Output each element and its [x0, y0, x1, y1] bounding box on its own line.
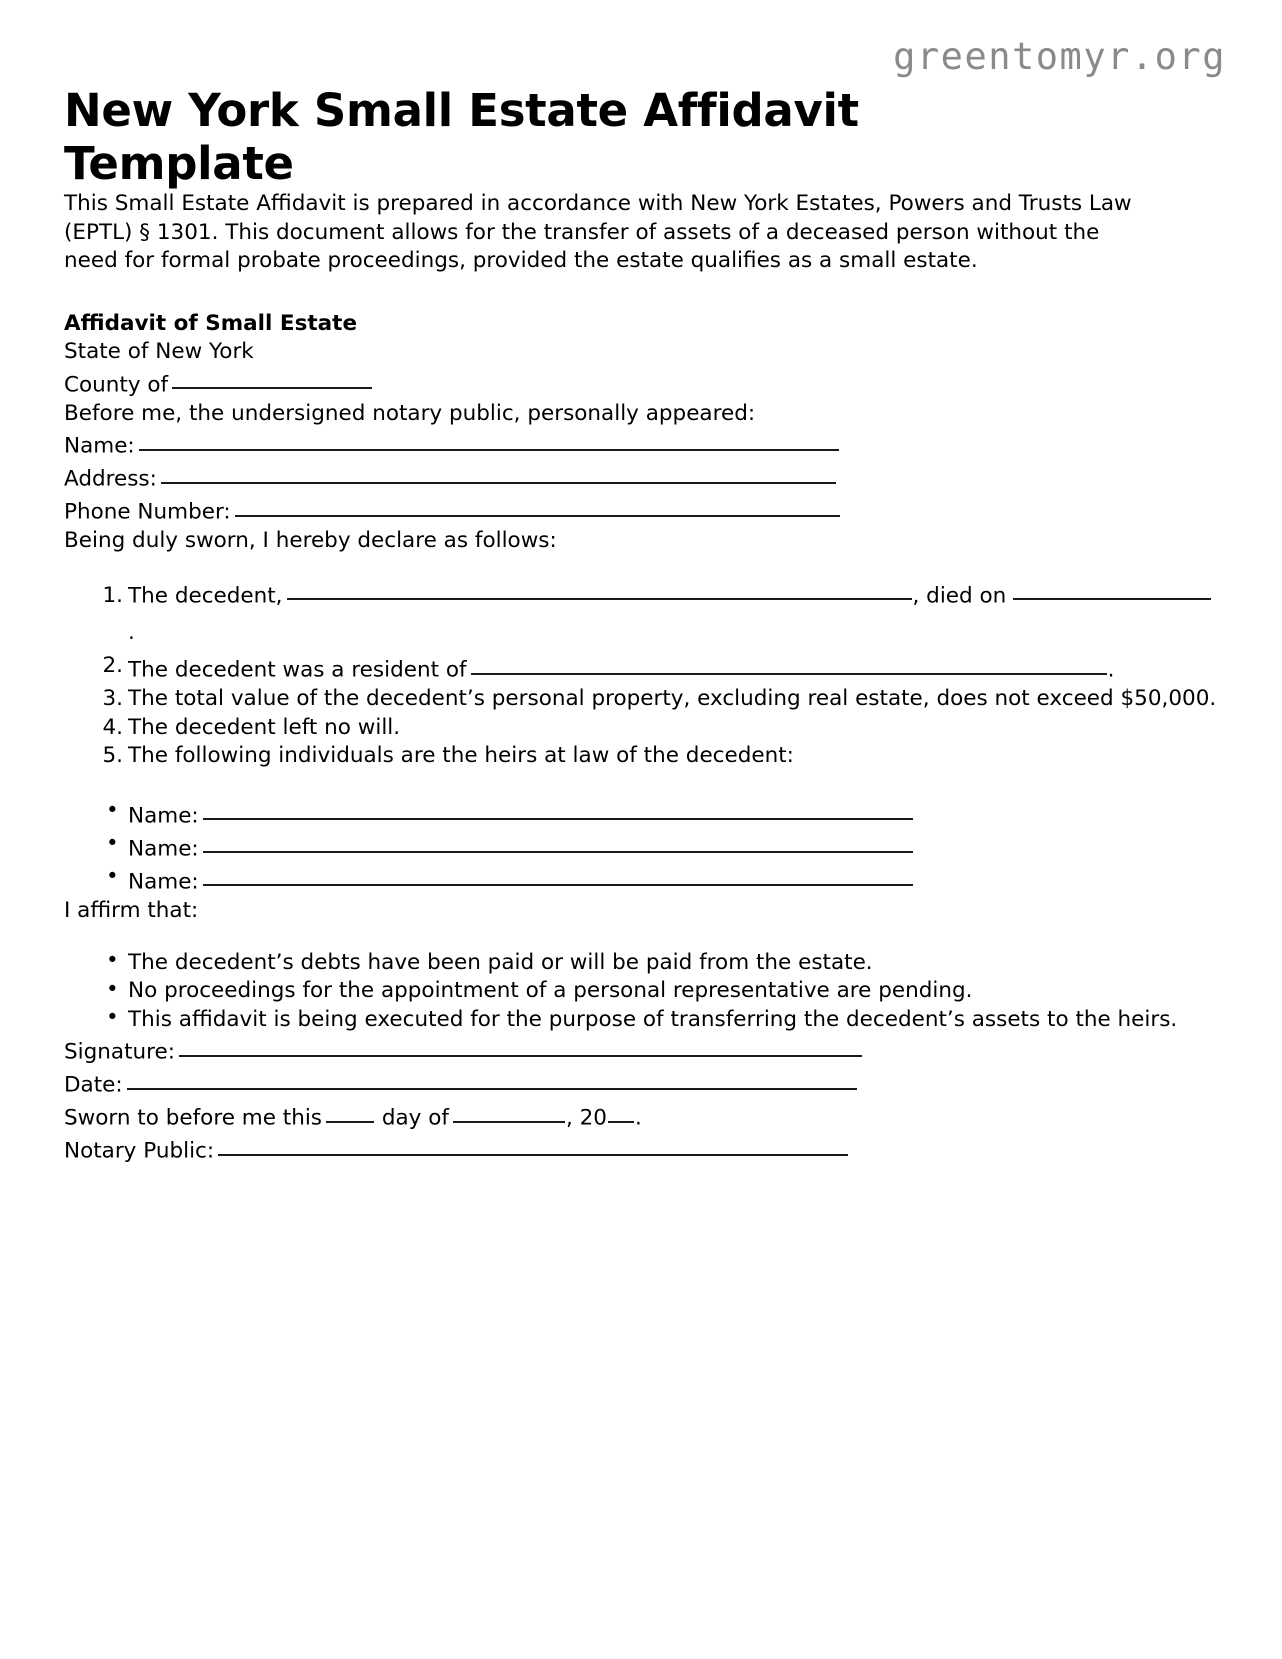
- signature-blank[interactable]: [179, 1034, 862, 1056]
- county-blank[interactable]: [172, 367, 372, 389]
- affirmation-text: This affidavit is being executed for the purpose of transferring the decedent’s assets to the heirs.: [128, 1006, 1178, 1032]
- county-label: County of: [64, 371, 169, 397]
- date-field-line: [64, 1067, 1136, 1100]
- address-blank[interactable]: [161, 461, 836, 483]
- death-date-blank[interactable]: [1013, 578, 1211, 600]
- address-field-line: [64, 461, 1136, 494]
- residence-blank[interactable]: [471, 652, 1107, 674]
- site-watermark: greentomyr.org: [893, 35, 1226, 78]
- page-title: New York Small Estate Affidavit Template: [64, 84, 859, 191]
- intro-paragraph: This Small Estate Affidavit is prepared in accordance with New York Estates, Powers and Trusts Law (EPTL) § 1301. This document allows for the transfer of assets of a deceased person without the need for formal probate proceedings, provided the estate qualifies as a small estate.: [64, 191, 1132, 274]
- name-label: Name:: [64, 433, 135, 459]
- heir-item: [64, 831, 1218, 864]
- bullet-icon: •: [106, 948, 119, 974]
- name-field-line: [64, 428, 1136, 461]
- declare-intro-line: Being duly sworn, I hereby declare as follows:: [64, 528, 557, 554]
- claim-text-1-before: The decedent,: [128, 583, 283, 609]
- claim-item-4: [64, 714, 1218, 743]
- claim-number-2: 2.: [102, 653, 123, 679]
- notary-label: Notary Public:: [64, 1138, 215, 1164]
- phone-label: Phone Number:: [64, 499, 231, 525]
- affirmation-item: [64, 1006, 1218, 1035]
- claim-item-1: [64, 578, 1218, 652]
- sworn-prefix-text: Sworn to before me this: [64, 1105, 322, 1131]
- heir-name-label: Name:: [128, 836, 199, 862]
- heir-item: [64, 864, 1218, 897]
- claim-number-4: 4.: [102, 714, 123, 740]
- claim-text-3: The total value of the decedent’s personal property, excluding real estate, does not exceed $50,000.: [128, 686, 1217, 712]
- bullet-icon: •: [106, 1005, 119, 1031]
- claim-item-2: [64, 652, 1218, 685]
- name-blank[interactable]: [139, 428, 839, 450]
- affirmation-item: [64, 977, 1218, 1006]
- sworn-year-prefix: , 20: [565, 1105, 607, 1131]
- signature-label: Signature:: [64, 1039, 175, 1065]
- phone-blank[interactable]: [235, 494, 840, 516]
- section-heading-affidavit: Affidavit of Small Estate: [64, 310, 358, 336]
- date-label: Date:: [64, 1072, 123, 1098]
- claims-list: [64, 578, 1218, 771]
- before-me-line: Before me, the undersigned notary public, personally appeared:: [64, 400, 756, 426]
- sworn-suffix: .: [634, 1105, 642, 1131]
- decedent-name-blank[interactable]: [287, 578, 912, 600]
- sworn-day-text: day of: [381, 1105, 449, 1131]
- sworn-year-blank[interactable]: [608, 1100, 634, 1122]
- claim-number-5: 5.: [102, 743, 123, 769]
- claim-text-2-after: .: [1107, 657, 1115, 683]
- county-field-line: [64, 367, 1136, 400]
- date-blank[interactable]: [127, 1067, 857, 1089]
- affirmations-list: [64, 949, 1218, 1035]
- claim-item-5: [64, 742, 1218, 771]
- claim-text-1-after: .: [128, 620, 135, 646]
- signature-field-line: [64, 1034, 1136, 1067]
- address-label: Address:: [64, 466, 157, 492]
- bullet-icon: •: [106, 830, 119, 856]
- heir-name-blank[interactable]: [203, 831, 913, 853]
- claim-text-1-middle: , died on: [912, 583, 1007, 609]
- state-line: State of New York: [64, 338, 254, 364]
- sworn-statement-line: [64, 1100, 1136, 1133]
- notary-field-line: [64, 1133, 1136, 1166]
- claim-text-5: The following individuals are the heirs at law of the decedent:: [128, 743, 794, 769]
- claim-text-4: The decedent left no will.: [128, 714, 401, 740]
- affirmation-item: [64, 949, 1218, 978]
- affirm-intro-line: I affirm that:: [64, 897, 199, 923]
- heir-item: [64, 798, 1218, 831]
- heirs-list: [64, 798, 1218, 897]
- affirmation-text: No proceedings for the appointment of a personal representative are pending.: [128, 978, 973, 1004]
- claim-item-3: [64, 685, 1218, 714]
- claim-number-1: 1.: [102, 582, 123, 608]
- heir-name-blank[interactable]: [203, 864, 913, 886]
- heir-name-label: Name:: [128, 803, 199, 829]
- affirmation-text: The decedent’s debts have been paid or will be paid from the estate.: [128, 949, 873, 975]
- notary-blank[interactable]: [218, 1133, 848, 1155]
- claim-number-3: 3.: [102, 686, 123, 712]
- claim-text-2-before: The decedent was a resident of: [128, 657, 467, 683]
- sworn-day-blank[interactable]: [326, 1100, 374, 1122]
- bullet-icon: •: [106, 797, 119, 823]
- bullet-icon: •: [106, 976, 119, 1002]
- sworn-month-blank[interactable]: [453, 1100, 565, 1122]
- heir-name-label: Name:: [128, 869, 199, 895]
- heir-name-blank[interactable]: [203, 798, 913, 820]
- bullet-icon: •: [106, 863, 119, 889]
- phone-field-line: [64, 494, 1136, 527]
